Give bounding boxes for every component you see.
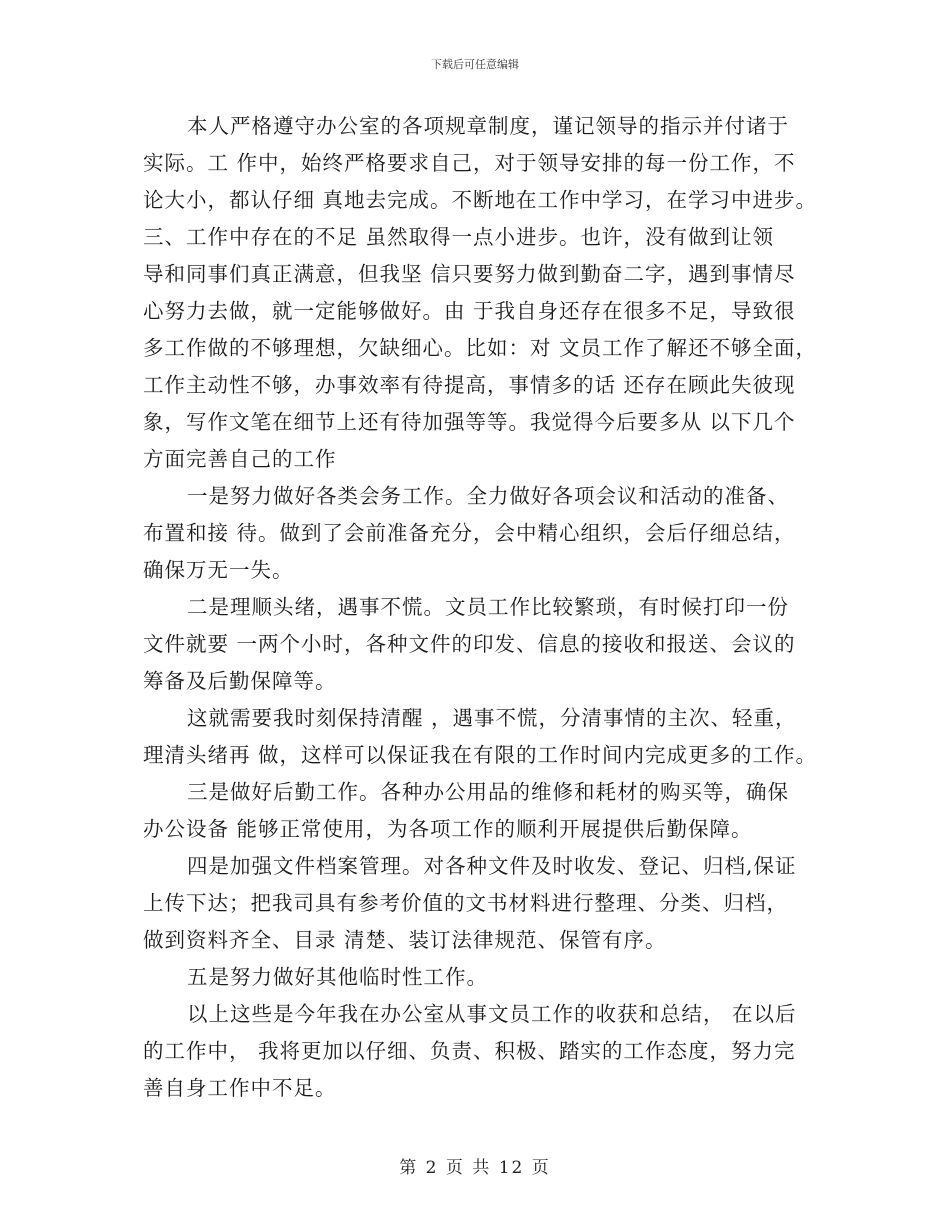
body-line: 文件就要 一两个小时，各种文件的印发、信息的接收和报送、会议的	[143, 632, 796, 656]
body-line: 理清头绪再 做，这样可以保证我在有限的工作时间内完成更多的工作。	[143, 743, 818, 767]
body-line: 确保万无一失。	[143, 558, 294, 582]
body-line: 的工作中， 我将更加以仔细、负责、积极、踏实的工作态度，努力完	[143, 1039, 796, 1063]
body-line: 做到资料齐全、目录 清楚、装订法律规范、保管有序。	[143, 928, 667, 952]
body-line: 二是理顺头绪，遇事不慌。文员工作比较繁琐，有时候打印一份	[187, 595, 789, 619]
body-line: 导和同事们真正满意，但我坚 信只要努力做到勤奋二字，遇到事情尽	[143, 262, 796, 286]
body-line: 论大小，都认仔细 真地去完成。不断地在工作中学习，在学习中进步。	[143, 188, 818, 212]
body-line: 上传下达；把我司具有参考价值的文书材料进行整理、分类、归档，	[143, 891, 788, 915]
body-line: 本人严格遵守办公室的各项规章制度，谨记领导的指示并付诸于	[187, 114, 789, 138]
body-line: 方面完善自己的工作	[143, 447, 337, 471]
document-body	[143, 108, 823, 1107]
body-line: 以上这些是今年我在办公室从事文员工作的收获和总结， 在以后	[187, 1002, 797, 1026]
body-line: 象，写作文笔在细节上还有待加强等等。我觉得今后要多从 以下几个	[143, 410, 796, 434]
body-line: 四是加强文件档案管理。对各种文件及时收发、登记、归档,保证	[187, 854, 797, 878]
body-line: 善自身工作中不足。	[143, 1076, 337, 1100]
body-line: 办公设备 能够正常使用，为各项工作的顺利开展提供后勤保障。	[143, 817, 753, 841]
body-line: 心努力去做，就一定能够做好。由 于我自身还存在很多不足，导致很	[143, 299, 796, 323]
body-line: 多工作做的不够理想，欠缺细心。比如：对 文员工作了解还不够全面，	[143, 336, 818, 360]
body-line: 工作主动性不够，办事效率有待提高，事情多的话 还存在顾此失彼现	[143, 373, 796, 397]
body-line: 一是努力做好各类会务工作。全力做好各项会议和活动的准备、	[187, 484, 789, 508]
body-line: 这就需要我时刻保持清醒 ，遇事不慌，分清事情的主次、轻重，	[187, 706, 797, 730]
page-number: 第 2 页 共 12 页	[399, 1158, 551, 1178]
body-line: 筹备及后勤保障等。	[143, 669, 337, 693]
body-line: 布置和接 待。做到了会前准备充分，会中精心组织，会后仔细总结，	[143, 521, 796, 545]
page-header-note: 下载后可任意编辑	[431, 58, 519, 71]
body-line: 五是努力做好其他临时性工作。	[187, 965, 488, 989]
body-line: 三、工作中存在的不足 虽然取得一点小进步。也许，没有做到让领	[143, 225, 775, 249]
body-line: 实际。工 作中，始终严格要求自己，对于领导安排的每一份工作，不	[143, 151, 796, 175]
body-line: 三是做好后勤工作。各种办公用品的维修和耗材的购买等，确保	[187, 780, 789, 804]
